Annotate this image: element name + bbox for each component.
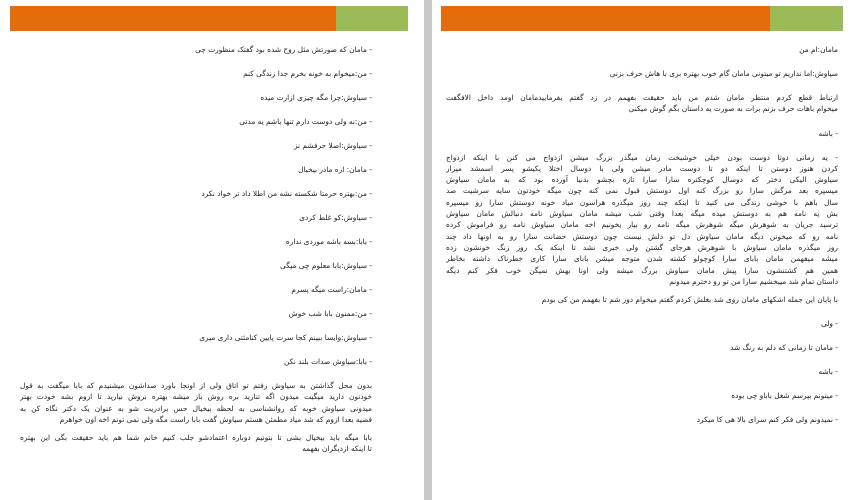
paragraph-line: سال باهم با خوشی زندگی می کنید تا اینکه چند روز میگذره هراسون میاد خونه دوستش سارا رو میسپره bbox=[446, 197, 838, 207]
paragraph-line: سیاوش الیکی دختر که دوسال کوچکتره سارا سارا تازه بچشو بدنیا آورده بود که به مامان سیاوش bbox=[446, 175, 838, 185]
paragraph-line: بدون محل گذاشتن به سیاوش رفتم تو اتاق ولی از اونجا باورد صداشون میشنیدم که بابا میگفت به قول bbox=[20, 381, 372, 390]
dialogue-line: - من:ممنون بابا شب خوش bbox=[288, 309, 372, 318]
dialogue-line: - بابا:سیاوش صدات بلند نکن bbox=[284, 357, 372, 366]
paragraph-line: داستان تمام شد میبخشیم سارا من تو رو دخترم میدونم bbox=[669, 276, 838, 286]
dialogue-line: مامان:ام من bbox=[799, 45, 838, 54]
paragraph-line: نامه رو که میخونن دیگه مامان سیاوش دل تو دلش نیست چون دوستش حضانت سارا رو به اونها داد چند bbox=[446, 231, 838, 241]
dialogue-line: - ولی bbox=[821, 319, 838, 329]
left-header-accent bbox=[336, 6, 408, 31]
dialogue-line: - مامان که صورتش مثل روح شده بود گفتک منظورت چی bbox=[195, 45, 372, 54]
dialogue-line: - من:میخوام به خونه بخرم جدا زندگی کنم bbox=[243, 69, 372, 78]
right-paragraph-1 bbox=[446, 92, 838, 115]
dialogue-line: سیاوش:اما نداریم تو میتونی مامان گام خوب بهتره بری با هاش حرف بزنی bbox=[609, 69, 838, 78]
paragraph-line: روز میگذره مامان سیاوش با شوهرش هرجای گشتن ولی خبری نشد تا اینکه یک روز زنگ خونشون زده bbox=[446, 242, 838, 252]
left-page-content bbox=[20, 44, 372, 455]
dialogue-line: - نمیدونم ولی فکر کنم سرای بالا هی کا میکرد bbox=[696, 415, 838, 425]
paragraph-line: بش یه نامه هم به دوستش میده میگه بعدا وقتی شب میشه مامان سیاوش نامه دنبالش مامان سیاوش bbox=[446, 209, 838, 219]
dialogue-line: - سیاوش:وایسا ببینم کجا سرت پایین کنامثتی داری میری bbox=[199, 333, 372, 342]
paragraph-line: - یه زمانی دوتا دوست بودن خیلی خوشبخت زمان میگذر بزرگ میشن ازدواج می کنن با اینکه ازدواج bbox=[446, 152, 838, 162]
right-page bbox=[432, 0, 854, 500]
paragraph-line: میخوام باهات حرف بزنم برات به صورت یه داستان بگم گوش میکنی bbox=[628, 104, 838, 114]
paragraph-line: میسپره بعد مرگش سارا رو بزرگ کنه اول دوستش قبول نمی کنه چون میگه خودتون سایه سرشیت صد bbox=[446, 186, 838, 196]
dialogue-line: - میتونم بپرسم شغل باباو چی بوده bbox=[731, 391, 838, 401]
dialogue-line: - مامان: اره مادر بیخیال bbox=[298, 165, 372, 174]
dialogue-line: - سیاوش:چرا مگه چیزی ازارت میده bbox=[260, 93, 372, 102]
left-paragraph-2 bbox=[20, 432, 372, 455]
dialogue-line: - سیاوش:اصلا حرفشم نز bbox=[293, 141, 372, 150]
right-paragraph-2 bbox=[446, 152, 838, 288]
paragraph-line: قضیه بعدا ازوم که شد میاد مطمئن هستم سیاوش گفت بابا راست مگه ولی نمی تونم اخه اون خواهرم bbox=[59, 414, 372, 424]
left-header-bar bbox=[10, 6, 408, 31]
paragraph-line: تا اینکه ازدیگران بفهمه bbox=[302, 444, 372, 454]
paragraph-line: ترسید جریان به شوهرش میگه شوهرش میگه نامه رو بیار بخونیم اخه مامان سیاوش نامه رو فراموش کرده bbox=[446, 220, 838, 230]
dialogue-line: - من:نه ولی دوست دارم تنها باشم یه مدتی bbox=[239, 117, 372, 126]
right-header-accent bbox=[770, 6, 843, 31]
paragraph-line: بابا میگه باید بیخیال بشی تا بتونیم دوباره اعتمادشو جلب کنیم خانم شما هم باید حقیقت بگی این بهتره bbox=[20, 433, 372, 443]
dialogue-line: - باشه bbox=[818, 128, 838, 138]
paragraph-line: کردن هنوز دوستن تا اینکه دو تا دوست مادر میشن ولی با دوسال اختلا یکیشو پسر اسمشد میزار bbox=[446, 163, 838, 173]
paragraph-line: همین هم کشتنشون سارا پیش مامان سیاوش بزرگ میشه ولی اونا بهش نمیگن خوب فکر کنم دیگه bbox=[446, 265, 838, 275]
paragraph-line: خودتون دارید میگیت میدون اگه تنارید بره روش باز میشه بهتره بروش نیارید تا ازوم بشه خودت بهتر bbox=[20, 392, 372, 402]
paragraph-line: میدونی سیاوش خوبه که روانشناسی به لحظه بیخیال حس برادریت شو به عنوان یک دکتر نگاه کن به bbox=[20, 403, 372, 413]
left-paragraph-1 bbox=[20, 380, 372, 425]
dialogue-line: - مامان:راست میگه پسرم bbox=[291, 285, 372, 294]
paragraph-line: با پایان این جمله اشکهای مامان روی شد بغلش کردم گفتم میخوام دور شم تا بفهمم من کی بودم bbox=[541, 295, 838, 305]
paragraph-line: میشه میفهمن مامان باباى سارا کوچولو کشته شدن متوجه میشن باباى سارا کاری خطرناک داشته بخاطر bbox=[446, 254, 838, 264]
right-header-bar bbox=[441, 6, 843, 31]
dialogue-line: - باشه bbox=[818, 367, 838, 377]
paragraph-line: ارتباط قطع کردم منتظر مامان شدم من باید حقیقت بفهمم در زد گفتم بفرماییدمامان اومد داخل الافگفت bbox=[446, 93, 838, 102]
dialogue-line: - بابا:بسه باشه موردی نداره bbox=[285, 237, 372, 246]
left-dialogue-list bbox=[20, 44, 372, 380]
right-page-content bbox=[446, 44, 838, 425]
dialogue-line: - سیاوش:کو غلط کردی bbox=[299, 213, 372, 222]
dialogue-line: - مامان تا زمانی که دلم به رنگ شد bbox=[730, 343, 838, 353]
right-paragraph-3 bbox=[446, 294, 838, 305]
dialogue-line: - من:بهتره حرمتا شکسته نشه من اطلا داد تر خواد نکرد bbox=[201, 189, 372, 198]
left-page bbox=[0, 0, 424, 500]
dialogue-line: - سیاوش:بابا معلوم چی میگی bbox=[280, 261, 372, 270]
